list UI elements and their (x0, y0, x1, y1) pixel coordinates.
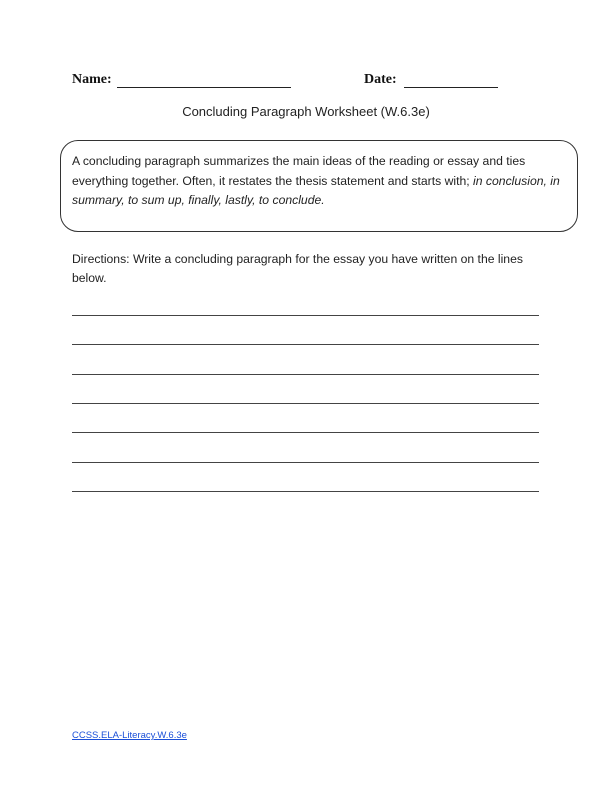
writing-line[interactable] (72, 374, 539, 375)
name-field[interactable] (117, 87, 291, 88)
standard-link[interactable]: CCSS.ELA-Literacy.W.6.3e (72, 730, 187, 741)
date-field[interactable] (404, 87, 498, 88)
writing-line[interactable] (72, 403, 539, 404)
date-label: Date: (364, 72, 397, 87)
writing-line[interactable] (72, 462, 539, 463)
name-label: Name: (72, 72, 112, 87)
writing-line[interactable] (72, 344, 539, 345)
definition-box (60, 140, 578, 232)
writing-line[interactable] (72, 432, 539, 433)
definition-text: A concluding paragraph summarizes the main ideas of the reading or essay and ties everything together. Often, it restates the thesis statement and starts with; (72, 154, 526, 188)
header-row (72, 72, 542, 92)
writing-line[interactable] (72, 491, 539, 492)
worksheet-title: Concluding Paragraph Worksheet (W.6.3e) (182, 104, 430, 119)
writing-line[interactable] (72, 315, 539, 316)
directions-text: Directions: Write a concluding paragraph for the essay you have written on the lines below. (72, 252, 523, 285)
transition-terms: in conclusion, in summary, to sum up, finally, lastly, to conclude. (72, 173, 560, 207)
